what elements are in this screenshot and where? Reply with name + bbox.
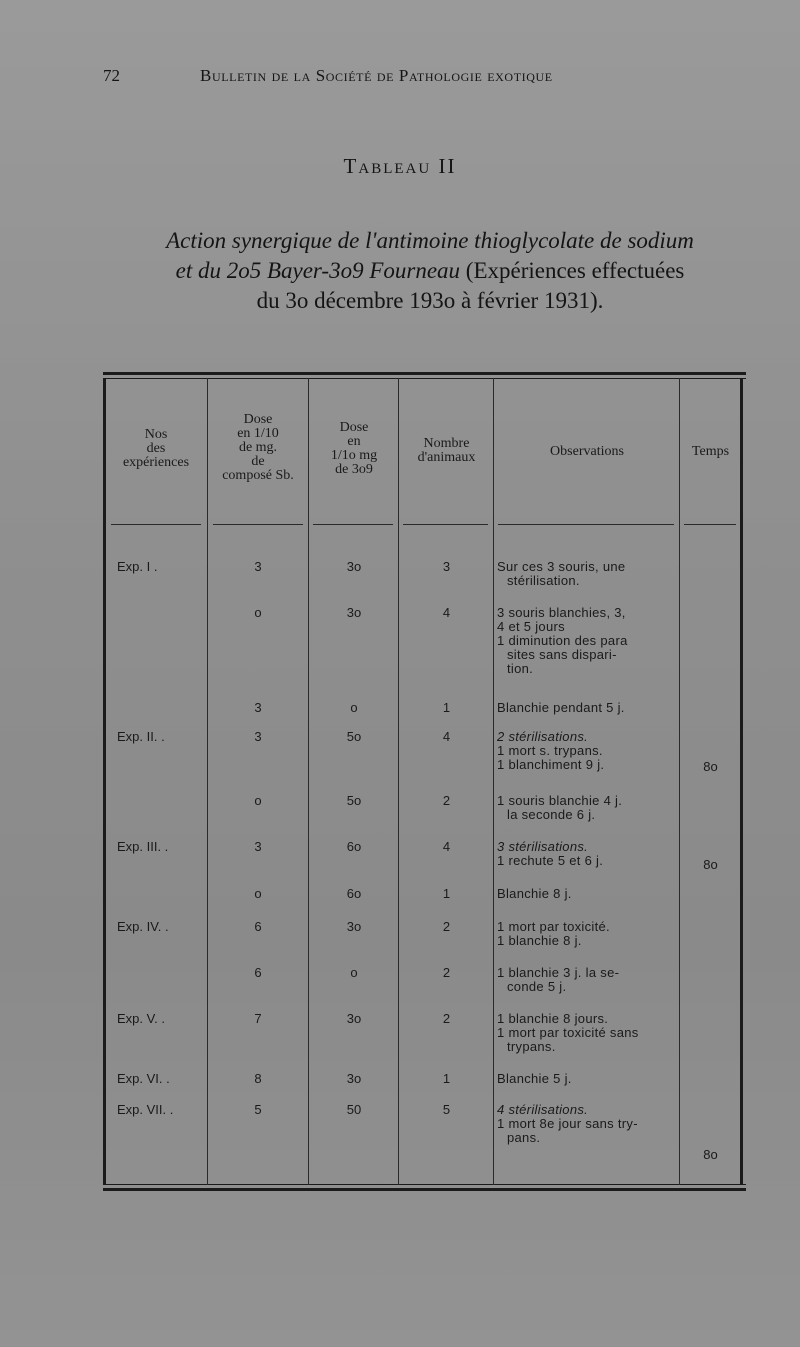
column-divider — [679, 378, 680, 1185]
running-header — [0, 66, 800, 90]
row-dose-309: 5o — [346, 793, 362, 808]
row-dose-sb: 3 — [254, 729, 262, 744]
row-nombre: 2 — [442, 919, 451, 934]
row-dose-309: 5o — [346, 729, 362, 744]
header-line: des — [146, 441, 166, 456]
row-observations — [497, 606, 677, 676]
row-dose-sb: 6 — [254, 919, 262, 934]
caption-line-2-italic: et du 2o5 Bayer-3o9 Fourneau — [175, 258, 461, 283]
header-line: expériences — [122, 455, 190, 470]
row-observations — [497, 701, 677, 715]
observation-line: 2 stérilisations. — [497, 729, 589, 744]
row-experience: Exp. I . — [117, 559, 158, 574]
row-observations — [497, 1103, 677, 1145]
row-experience: Exp. VI. . — [117, 1071, 170, 1086]
row-observations — [497, 887, 677, 901]
observation-line: Blanchie 8 j. — [497, 886, 572, 901]
row-dose-sb: o — [254, 605, 262, 620]
row-dose-309: 3o — [346, 1011, 362, 1026]
column-header-nombre — [400, 437, 493, 465]
observation-line: 1 mort s. trypans. — [497, 743, 603, 758]
observation-line: pans. — [507, 1130, 541, 1145]
row-dose-sb: 3 — [254, 839, 262, 854]
caption-line-2-plain: (Expériences effectuées — [460, 258, 685, 283]
header-line: de 3o9 — [335, 462, 373, 477]
observation-line: 3 souris blanchies, 3, — [497, 605, 626, 620]
header-line: Nombre — [423, 436, 470, 451]
row-dose-309: 3o — [346, 559, 362, 574]
header-line: Nos — [144, 427, 168, 442]
column-header-dose-sb — [209, 413, 307, 483]
observation-line: stérilisation. — [507, 573, 580, 588]
header-line: de — [251, 454, 265, 469]
column-divider — [493, 378, 494, 1185]
header-rule — [313, 524, 393, 525]
row-observations — [497, 560, 677, 588]
row-observations — [497, 1012, 677, 1054]
column-header-temps: Temps — [691, 444, 730, 459]
observation-line: 1 rechute 5 et 6 j. — [497, 853, 604, 868]
observation-line: 4 et 5 jours — [497, 619, 565, 634]
observation-line: 1 blanchie 8 jours. — [497, 1011, 609, 1026]
header-rule — [403, 524, 488, 525]
row-observations — [497, 920, 677, 948]
row-nombre: 5 — [442, 1102, 451, 1117]
header-line: de mg. — [238, 440, 278, 455]
observation-line: 1 blanchie 8 j. — [497, 933, 582, 948]
header-line: d'animaux — [417, 450, 476, 465]
row-experience: Exp. V. . — [117, 1011, 165, 1026]
row-experience: Exp. II. . — [117, 729, 165, 744]
table-top-rule — [103, 372, 746, 375]
caption-line-1: Action synergique de l'antimoine thioglycolate de sodium — [166, 228, 694, 253]
observation-line: conde 5 j. — [507, 979, 567, 994]
column-divider — [398, 378, 399, 1185]
observation-line: 1 blanchiment 9 j. — [497, 757, 605, 772]
observation-line: 1 mort par toxicité. — [497, 919, 610, 934]
row-dose-309: 3o — [346, 1071, 362, 1086]
row-dose-sb: 3 — [254, 559, 262, 574]
row-experience: Exp. III. . — [117, 839, 169, 854]
caption-line-3: du 3o décembre 193o à février 1931). — [256, 288, 604, 313]
header-line: Dose — [243, 412, 273, 427]
observation-line: la seconde 6 j. — [507, 807, 596, 822]
row-dose-sb: 3 — [254, 700, 262, 715]
header-line: 1/1o mg — [330, 448, 378, 463]
row-experience: Exp. IV. . — [117, 919, 169, 934]
observation-line: 1 diminution des para — [497, 633, 628, 648]
row-dose-sb: o — [254, 886, 262, 901]
row-observations — [497, 966, 677, 994]
observation-line: Sur ces 3 souris, une — [497, 559, 626, 574]
header-line: en — [347, 434, 361, 449]
observation-line: sites sans dispari- — [507, 647, 617, 662]
row-dose-sb: 5 — [254, 1102, 262, 1117]
row-observations — [497, 730, 677, 772]
row-dose-309: 3o — [346, 919, 362, 934]
row-observations — [497, 840, 677, 868]
observation-line: tion. — [507, 661, 534, 676]
row-experience: Exp. VII. . — [117, 1102, 174, 1117]
table-bottom-rule-thin — [103, 1184, 746, 1185]
table-caption — [110, 226, 750, 316]
table-right-border — [740, 378, 743, 1185]
column-header-observations: Observations — [550, 444, 624, 459]
header-line: en 1/10 — [237, 426, 279, 441]
row-temps: 8o — [703, 1147, 718, 1162]
observation-line: 1 blanchie 3 j. la se- — [497, 965, 620, 980]
observation-line: 4 stérilisations. — [497, 1102, 589, 1117]
row-nombre: 4 — [442, 839, 451, 854]
row-dose-309: 6o — [346, 839, 362, 854]
table-bottom-rule — [103, 1188, 746, 1191]
header-line: composé Sb. — [222, 468, 294, 483]
header-rule — [684, 524, 736, 525]
row-dose-309: 50 — [346, 1102, 362, 1117]
observation-line: 1 souris blanchie 4 j. — [497, 793, 623, 808]
header-line: Dose — [339, 420, 369, 435]
table-top-rule-thin — [103, 378, 746, 379]
row-nombre: 1 — [442, 1071, 451, 1086]
column-header-dose-309 — [310, 421, 398, 477]
table-title: Tableau II — [343, 154, 457, 178]
row-nombre: 4 — [442, 729, 451, 744]
header-rule — [111, 524, 201, 525]
row-dose-309: o — [350, 700, 358, 715]
data-table — [103, 372, 746, 1194]
row-dose-309: 3o — [346, 605, 362, 620]
column-header-experiences — [107, 428, 205, 470]
row-observations — [497, 1072, 677, 1086]
row-nombre: 2 — [442, 965, 451, 980]
header-rule — [498, 524, 674, 525]
header-rule — [213, 524, 303, 525]
observation-line: 1 mort par toxicité sans — [497, 1025, 639, 1040]
page-number: 72 — [103, 66, 120, 85]
column-divider — [308, 378, 309, 1185]
row-dose-sb: 6 — [254, 965, 262, 980]
observation-line: Blanchie 5 j. — [497, 1071, 572, 1086]
column-divider — [207, 378, 208, 1185]
row-dose-309: o — [350, 965, 358, 980]
running-title: Bulletin de la Société de Pathologie exotique — [200, 66, 553, 85]
row-nombre: 2 — [442, 793, 451, 808]
row-dose-sb: 7 — [254, 1011, 262, 1026]
row-nombre: 3 — [442, 559, 451, 574]
row-temps: 8o — [703, 857, 718, 872]
row-dose-sb: o — [254, 793, 262, 808]
row-nombre: 1 — [442, 700, 451, 715]
row-dose-309: 6o — [346, 886, 362, 901]
observation-line: trypans. — [507, 1039, 556, 1054]
row-observations — [497, 794, 677, 822]
row-dose-sb: 8 — [254, 1071, 262, 1086]
row-nombre: 2 — [442, 1011, 451, 1026]
observation-line: 1 mort 8e jour sans try- — [497, 1116, 638, 1131]
row-nombre: 1 — [442, 886, 451, 901]
observation-line: 3 stérilisations. — [497, 839, 589, 854]
table-left-border — [103, 378, 106, 1185]
row-temps: 8o — [703, 759, 718, 774]
observation-line: Blanchie pendant 5 j. — [497, 700, 625, 715]
row-nombre: 4 — [442, 605, 451, 620]
